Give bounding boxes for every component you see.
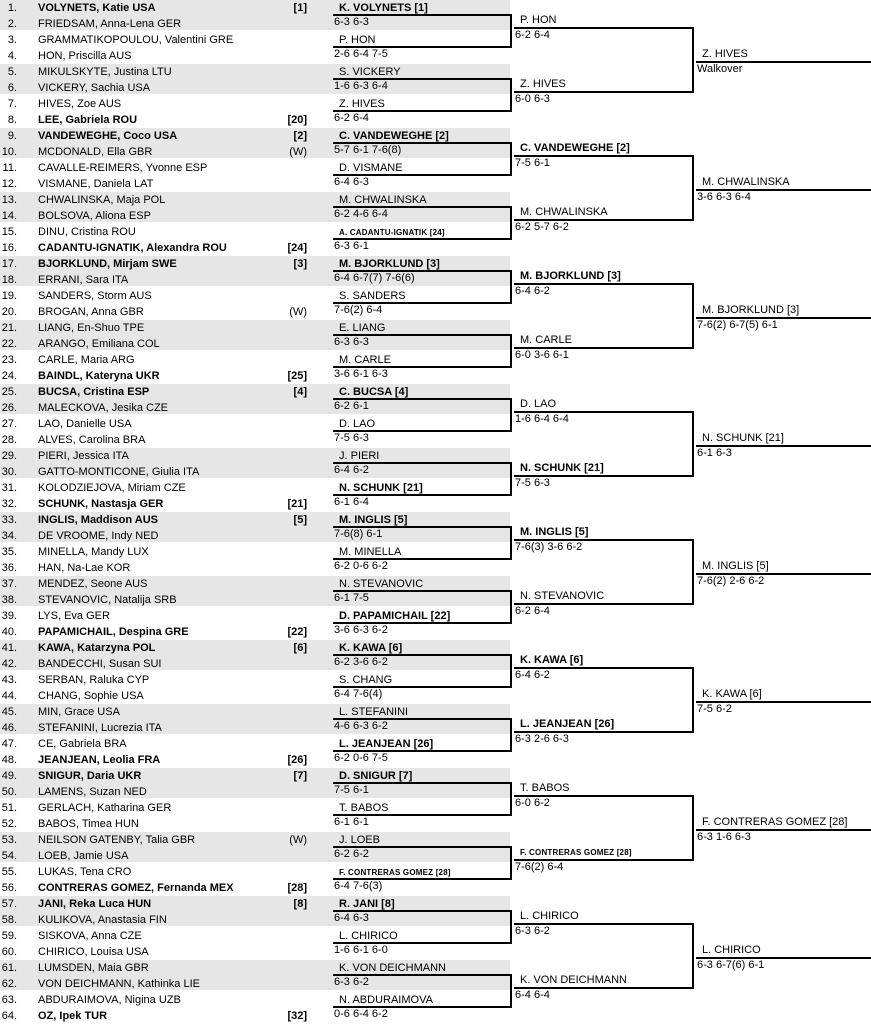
player-name: MALECKOVA, Jesika CZE <box>38 402 168 414</box>
player-name: LYS, Eva GER <box>38 610 110 622</box>
player-name: CAVALLE-REIMERS, Yvonne ESP <box>38 162 208 174</box>
player-seed: [2] <box>293 130 307 142</box>
player-number: 39. <box>1 610 17 622</box>
round1-winner-score: 7-5 6-3 <box>334 432 369 444</box>
player-name: JANI, Reka Luca HUN <box>38 898 152 910</box>
round1-winner-score: 6-2 6-1 <box>334 400 369 412</box>
player-number: 27. <box>1 418 17 430</box>
round3-winner-name: M. BJORKLUND [3] <box>702 304 800 316</box>
round1-winner-name: M. BJORKLUND [3] <box>339 258 440 270</box>
player-name: VICKERY, Sachia USA <box>38 82 151 94</box>
round2-winner-name: C. VANDEWEGHE [2] <box>520 142 630 154</box>
round1-winner-name: D. LAO <box>339 418 376 430</box>
round1-winner-name: C. BUCSA [4] <box>339 386 409 398</box>
player-seed: [4] <box>293 386 307 398</box>
player-name: CADANTU-IGNATIK, Alexandra ROU <box>38 242 227 254</box>
round3-winner-score: 7-6(2) 2-6 6-2 <box>697 575 765 587</box>
round2-winner-score: 6-4 6-4 <box>515 989 550 1001</box>
player-number: 18. <box>1 274 17 286</box>
round2-winner-name: L. CHIRICO <box>520 910 579 922</box>
player-number: 35. <box>1 546 17 558</box>
player-name: HIVES, Zoe AUS <box>38 98 122 110</box>
bracket-connector <box>692 923 694 989</box>
player-number: 19. <box>1 290 17 302</box>
player-number: 55. <box>1 866 17 878</box>
player-name: JEANJEAN, Leolia FRA <box>38 754 161 766</box>
bracket-connector <box>510 590 512 624</box>
player-number: 50. <box>1 786 17 798</box>
player-name: HON, Priscilla AUS <box>38 50 132 62</box>
round1-winner-name: D. PAPAMICHAIL [22] <box>339 610 451 622</box>
player-name: ARANGO, Emiliana COL <box>38 338 160 350</box>
round3-winner-name: N. SCHUNK [21] <box>702 432 784 444</box>
player-seed: [6] <box>293 642 307 654</box>
round2-winner-score: 7-6(3) 3-6 6-2 <box>515 541 583 553</box>
round2-winner-name: Z. HIVES <box>520 78 566 90</box>
round3-winner-score: 7-5 6-2 <box>697 703 732 715</box>
round3-winner-name: L. CHIRICO <box>702 944 761 956</box>
player-name: PAPAMICHAIL, Despina GRE <box>38 626 189 638</box>
round1-winner-score: 6-2 6-4 <box>334 112 369 124</box>
player-number: 8. <box>7 114 17 126</box>
player-name: CHANG, Sophie USA <box>38 690 144 702</box>
player-number: 42. <box>1 658 17 670</box>
player-number: 53. <box>1 834 17 846</box>
player-seed: [32] <box>287 1010 307 1022</box>
round1-winner-score: 3-6 6-1 6-3 <box>334 368 388 380</box>
player-number: 12. <box>1 178 17 190</box>
player-number: 31. <box>1 482 17 494</box>
player-number: 62. <box>1 978 17 990</box>
player-name: BOLSOVA, Aliona ESP <box>38 210 151 222</box>
round1-winner-name: J. LOEB <box>339 834 380 846</box>
player-name: SCHUNK, Nastasja GER <box>38 498 164 510</box>
player-number: 2. <box>7 18 17 30</box>
player-name: LAMENS, Suzan NED <box>38 786 147 798</box>
round2-winner-score: 6-0 6-3 <box>515 93 550 105</box>
round2-winner-score: 1-6 6-4 6-4 <box>515 413 569 425</box>
player-name: CHIRICO, Louisa USA <box>38 946 149 958</box>
round1-winner-name: S. SANDERS <box>339 290 406 302</box>
round1-winner-name: M. CHWALINSKA <box>339 194 427 206</box>
bracket-connector <box>510 334 512 368</box>
bracket-connector <box>510 974 512 1008</box>
round1-winner-score: 5-7 6-1 7-6(8) <box>334 144 402 156</box>
round1-winner-name: Z. HIVES <box>339 98 385 110</box>
player-number: 57. <box>1 898 17 910</box>
player-name: CARLE, Maria ARG <box>38 354 135 366</box>
player-number: 22. <box>1 338 17 350</box>
player-number: 21. <box>1 322 17 334</box>
round1-winner-score: 6-1 6-1 <box>334 816 369 828</box>
round2-winner-name: F. CONTRERAS GOMEZ [28] <box>520 848 632 857</box>
round2-winner-name: M. INGLIS [5] <box>520 526 589 538</box>
round3-winner-name: K. KAWA [6] <box>702 688 762 700</box>
round1-winner-score: 6-4 6-7(7) 7-6(6) <box>334 272 415 284</box>
round2-winner-score: 6-0 6-2 <box>515 797 550 809</box>
player-name: MCDONALD, Ella GBR <box>38 146 153 158</box>
player-name: KAWA, Katarzyna POL <box>38 642 156 654</box>
round1-winner-score: 6-1 6-4 <box>334 496 369 508</box>
player-name: STEFANINI, Lucrezia ITA <box>38 722 162 734</box>
player-wildcard-mark: (W) <box>289 306 307 318</box>
bracket-connector <box>510 654 512 688</box>
round2-winner-name: M. CHWALINSKA <box>520 206 608 218</box>
player-name: BROGAN, Anna GBR <box>38 306 144 318</box>
round1-winner-score: 7-6(2) 6-4 <box>334 304 383 316</box>
player-number: 43. <box>1 674 17 686</box>
round3-winner-score: 6-1 6-3 <box>697 447 732 459</box>
round1-winner-score: 6-1 7-5 <box>334 592 369 604</box>
player-name: BABOS, Timea HUN <box>38 818 139 830</box>
round2-winner-name: T. BABOS <box>520 782 570 794</box>
player-number: 26. <box>1 402 17 414</box>
round1-winner-score: 6-2 0-6 7-5 <box>334 752 388 764</box>
player-name: LUKAS, Tena CRO <box>38 866 132 878</box>
round3-winner-name: F. CONTRERAS GOMEZ [28] <box>702 816 848 828</box>
bracket-connector <box>510 462 512 496</box>
bracket-connector <box>510 206 512 240</box>
round1-winner-score: 6-4 7-6(3) <box>334 880 383 892</box>
player-number: 32. <box>1 498 17 510</box>
player-name: STEVANOVIC, Natalija SRB <box>38 594 177 606</box>
player-seed: [24] <box>287 242 307 254</box>
player-number: 38. <box>1 594 17 606</box>
round1-winner-name: L. CHIRICO <box>339 930 398 942</box>
player-name: LEE, Gabriela ROU <box>38 114 138 126</box>
round1-winner-score: 7-6(8) 6-1 <box>334 528 383 540</box>
player-number: 61. <box>1 962 17 974</box>
player-seed: [21] <box>287 498 307 510</box>
bracket-connector <box>692 667 694 733</box>
round1-winner-score: 6-3 6-1 <box>334 240 369 252</box>
player-name: BAINDL, Kateryna UKR <box>38 370 160 382</box>
round1-winner-name: K. VOLYNETS [1] <box>339 2 428 14</box>
player-number: 59. <box>1 930 17 942</box>
round2-winner-score: 6-2 6-4 <box>515 29 550 41</box>
player-name: ABDURAIMOVA, Nigina UZB <box>38 994 181 1006</box>
round1-winner-name: R. JANI [8] <box>339 898 395 910</box>
round2-winner-score: 7-6(2) 6-4 <box>515 861 564 873</box>
bracket-connector <box>510 14 512 48</box>
round1-winner-score: 6-3 6-3 <box>334 16 369 28</box>
player-name: LAO, Danielle USA <box>38 418 132 430</box>
bracket-connector <box>510 398 512 432</box>
player-number: 47. <box>1 738 17 750</box>
player-name: VANDEWEGHE, Coco USA <box>38 130 178 142</box>
player-wildcard-mark: (W) <box>289 146 307 158</box>
round1-winner-name: D. SNIGUR [7] <box>339 770 413 782</box>
player-number: 14. <box>1 210 17 222</box>
round1-winner-score: 6-3 6-2 <box>334 976 369 988</box>
round1-winner-name: M. INGLIS [5] <box>339 514 408 526</box>
player-name: NEILSON GATENBY, Talia GBR <box>38 834 196 846</box>
player-number: 24. <box>1 370 17 382</box>
player-seed: [7] <box>293 770 307 782</box>
round1-winner-score: 6-4 6-3 <box>334 176 369 188</box>
player-name: SISKOVA, Anna CZE <box>38 930 142 942</box>
player-number: 25. <box>1 386 17 398</box>
player-number: 6. <box>7 82 17 94</box>
bracket-connector <box>510 526 512 560</box>
round1-winner-name: N. SCHUNK [21] <box>339 482 423 494</box>
player-number: 44. <box>1 690 17 702</box>
bracket-connector <box>510 142 512 176</box>
player-name: CE, Gabriela BRA <box>38 738 127 750</box>
player-number: 51. <box>1 802 17 814</box>
player-name: MIN, Grace USA <box>38 706 120 718</box>
bracket-connector <box>692 539 694 605</box>
round1-winner-score: 6-3 6-3 <box>334 336 369 348</box>
round2-winner-score: 6-2 5-7 6-2 <box>515 221 569 233</box>
player-number: 63. <box>1 994 17 1006</box>
bracket-connector <box>510 782 512 816</box>
player-seed: [20] <box>287 114 307 126</box>
player-seed: [8] <box>293 898 307 910</box>
round2-winner-name: P. HON <box>520 14 557 26</box>
round2-winner-name: D. LAO <box>520 398 557 410</box>
round1-winner-score: 4-6 6-3 6-2 <box>334 720 388 732</box>
round1-winner-score: 6-4 6-3 <box>334 912 369 924</box>
bracket-connector <box>692 411 694 477</box>
player-number: 1. <box>7 2 17 14</box>
player-number: 54. <box>1 850 17 862</box>
round1-winner-name: S. VICKERY <box>339 66 401 78</box>
player-number: 45. <box>1 706 17 718</box>
player-number: 13. <box>1 194 17 206</box>
player-name: GATTO-MONTICONE, Giulia ITA <box>38 466 200 478</box>
player-number: 64. <box>1 1010 17 1022</box>
round1-winner-name: E. LIANG <box>339 322 386 334</box>
round1-winner-name: M. CARLE <box>339 354 391 366</box>
round1-winner-name: T. BABOS <box>339 802 389 814</box>
player-number: 29. <box>1 450 17 462</box>
round1-winner-name: A. CADANTU-IGNATIK [24] <box>339 228 445 237</box>
round2-winner-score: 6-2 6-4 <box>515 605 550 617</box>
round1-winner-name: F. CONTRERAS GOMEZ [28] <box>339 868 451 877</box>
round1-winner-name: M. MINELLA <box>339 546 402 558</box>
bracket-connector <box>692 795 694 861</box>
player-number: 56. <box>1 882 17 894</box>
player-number: 58. <box>1 914 17 926</box>
round1-winner-score: 1-6 6-3 6-4 <box>334 80 388 92</box>
player-seed: [1] <box>293 2 307 14</box>
round3-winner-name: Z. HIVES <box>702 48 748 60</box>
player-name: INGLIS, Maddison AUS <box>38 514 158 526</box>
bracket-connector <box>510 910 512 944</box>
bracket-connector <box>692 27 694 93</box>
player-name: DE VROOME, Indy NED <box>38 530 159 542</box>
round1-winner-name: K. VON DEICHMANN <box>339 962 446 974</box>
player-name: KULIKOVA, Anastasia FIN <box>38 914 167 926</box>
round1-winner-score: 6-2 3-6 6-2 <box>334 656 388 668</box>
player-number: 48. <box>1 754 17 766</box>
round2-winner-name: N. STEVANOVIC <box>520 590 605 602</box>
round1-winner-name: N. STEVANOVIC <box>339 578 424 590</box>
round2-winner-name: N. SCHUNK [21] <box>520 462 604 474</box>
player-seed: [5] <box>293 514 307 526</box>
player-name: BJORKLUND, Mirjam SWE <box>38 258 177 270</box>
round2-winner-score: 6-4 6-2 <box>515 285 550 297</box>
player-number: 34. <box>1 530 17 542</box>
player-name: PIERI, Jessica ITA <box>38 450 129 462</box>
round3-winner-score: 7-6(2) 6-7(5) 6-1 <box>697 319 778 331</box>
player-name: ALVES, Carolina BRA <box>38 434 146 446</box>
round1-winner-name: D. VISMANE <box>339 162 403 174</box>
round3-winner-score: 3-6 6-3 6-4 <box>697 191 751 203</box>
player-name: CONTRERAS GOMEZ, Fernanda MEX <box>38 882 234 894</box>
bracket-connector <box>510 270 512 304</box>
player-number: 30. <box>1 466 17 478</box>
round2-winner-score: 6-3 6-2 <box>515 925 550 937</box>
round1-winner-name: P. HON <box>339 34 376 46</box>
player-name: MIKULSKYTE, Justina LTU <box>38 66 172 78</box>
player-seed: [26] <box>287 754 307 766</box>
player-number: 49. <box>1 770 17 782</box>
player-name: BUCSA, Cristina ESP <box>38 386 150 398</box>
player-number: 41. <box>1 642 17 654</box>
player-name: GRAMMATIKOPOULOU, Valentini GRE <box>38 34 234 46</box>
player-name: VISMANE, Daniela LAT <box>38 178 154 190</box>
player-number: 37. <box>1 578 17 590</box>
player-name: HAN, Na-Lae KOR <box>38 562 131 574</box>
player-wildcard-mark: (W) <box>289 834 307 846</box>
player-number: 33. <box>1 514 17 526</box>
round1-winner-score: 6-2 4-6 6-4 <box>334 208 388 220</box>
player-name: LOEB, Jamie USA <box>38 850 129 862</box>
round1-winner-name: K. KAWA [6] <box>339 642 403 654</box>
round1-winner-score: 6-2 0-6 6-2 <box>334 560 388 572</box>
player-number: 40. <box>1 626 17 638</box>
player-seed: [28] <box>287 882 307 894</box>
player-number: 28. <box>1 434 17 446</box>
round1-winner-name: S. CHANG <box>339 674 393 686</box>
player-name: GERLACH, Katharina GER <box>38 802 172 814</box>
player-name: BANDECCHI, Susan SUI <box>38 658 162 670</box>
round1-winner-name: N. ABDURAIMOVA <box>339 994 433 1006</box>
player-number: 23. <box>1 354 17 366</box>
bracket-connector <box>510 718 512 752</box>
player-name: DINU, Cristina ROU <box>38 226 136 238</box>
round2-winner-score: 6-4 6-2 <box>515 669 550 681</box>
round2-winner-name: K. KAWA [6] <box>520 654 584 666</box>
player-number: 5. <box>7 66 17 78</box>
player-name: ERRANI, Sara ITA <box>38 274 129 286</box>
player-name: KOLODZIEJOVA, Miriam CZE <box>38 482 186 494</box>
player-name: VON DEICHMANN, Kathinka LIE <box>38 978 200 990</box>
round2-winner-score: 7-5 6-1 <box>515 157 550 169</box>
round2-winner-name: K. VON DEICHMANN <box>520 974 627 986</box>
round1-winner-score: 1-6 6-1 6-0 <box>334 944 388 956</box>
player-number: 9. <box>7 130 17 142</box>
round1-winner-name: L. STEFANINI <box>339 706 409 718</box>
player-number: 60. <box>1 946 17 958</box>
bracket-connector <box>692 283 694 349</box>
round2-winner-name: L. JEANJEAN [26] <box>520 718 615 730</box>
player-name: SANDERS, Storm AUS <box>38 290 152 302</box>
player-number: 36. <box>1 562 17 574</box>
player-name: CHWALINSKA, Maja POL <box>38 194 166 206</box>
player-number: 46. <box>1 722 17 734</box>
player-number: 7. <box>7 98 17 110</box>
player-name: SNIGUR, Daria UKR <box>38 770 142 782</box>
round1-winner-score: 6-4 6-2 <box>334 464 369 476</box>
player-number: 11. <box>2 162 17 174</box>
round2-winner-score: 6-3 2-6 6-3 <box>515 733 569 745</box>
player-number: 4. <box>7 50 17 62</box>
round1-winner-score: 7-5 6-1 <box>334 784 369 796</box>
round3-winner-name: M. INGLIS [5] <box>702 560 769 572</box>
player-name: OZ, Ipek TUR <box>38 1010 108 1022</box>
player-number: 17. <box>1 258 17 270</box>
player-number: 3. <box>7 34 17 46</box>
round1-winner-score: 2-6 6-4 7-5 <box>334 48 388 60</box>
player-number: 20. <box>1 306 17 318</box>
player-name: MINELLA, Mandy LUX <box>38 546 149 558</box>
player-number: 52. <box>1 818 17 830</box>
round3-winner-name: M. CHWALINSKA <box>702 176 790 188</box>
player-name: LUMSDEN, Maia GBR <box>38 962 149 974</box>
player-seed: [3] <box>293 258 307 270</box>
player-name: LIANG, En-Shuo TPE <box>38 322 145 334</box>
player-seed: [22] <box>287 626 307 638</box>
round1-winner-name: C. VANDEWEGHE [2] <box>339 130 449 142</box>
bracket-connector <box>510 78 512 112</box>
bracket-connector <box>510 846 512 880</box>
round1-winner-score: 6-2 6-2 <box>334 848 369 860</box>
round2-winner-name: M. BJORKLUND [3] <box>520 270 621 282</box>
round2-winner-name: M. CARLE <box>520 334 572 346</box>
player-number: 10. <box>1 146 17 158</box>
round3-winner-score: 6-3 1-6 6-3 <box>697 831 751 843</box>
round1-winner-name: J. PIERI <box>339 450 380 462</box>
player-name: VOLYNETS, Katie USA <box>38 2 156 14</box>
round3-winner-score: Walkover <box>697 63 743 75</box>
round2-winner-score: 7-5 6-3 <box>515 477 550 489</box>
player-seed: [25] <box>287 370 307 382</box>
round1-winner-name: L. JEANJEAN [26] <box>339 738 434 750</box>
round2-winner-score: 6-0 3-6 6-1 <box>515 349 569 361</box>
player-name: FRIEDSAM, Anna-Lena GER <box>38 18 182 30</box>
player-number: 15. <box>1 226 17 238</box>
round1-winner-score: 3-6 6-3 6-2 <box>334 624 388 636</box>
round1-winner-score: 6-4 7-6(4) <box>334 688 383 700</box>
round3-winner-score: 6-3 6-7(6) 6-1 <box>697 959 765 971</box>
player-name: SERBAN, Raluka CYP <box>38 674 150 686</box>
player-name: MENDEZ, Seone AUS <box>38 578 148 590</box>
round1-winner-score: 0-6 6-4 6-2 <box>334 1008 388 1020</box>
bracket-connector <box>692 155 694 221</box>
player-number: 16. <box>1 242 17 254</box>
